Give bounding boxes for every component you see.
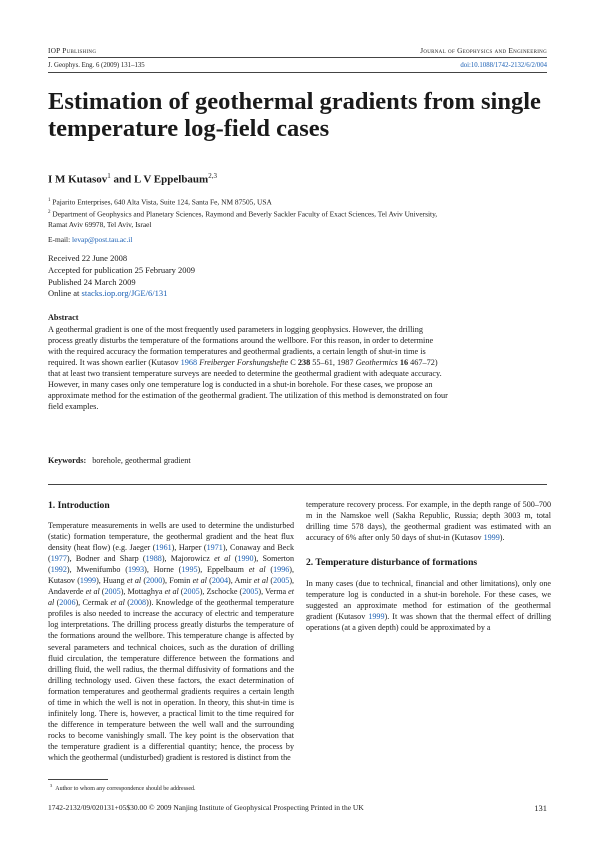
body-text: ), Horne ( — [144, 565, 182, 575]
reference-link[interactable]: 1999 — [368, 612, 385, 622]
affiliation-2 — [48, 208, 448, 231]
reference-link[interactable]: 2005 — [183, 587, 200, 597]
received-date: Received 22 June 2008 — [48, 253, 128, 263]
body-text: ), Mwenifumbo ( — [66, 565, 128, 575]
accepted-date: Accepted for publication 25 February 2009 — [48, 264, 196, 275]
body-text: ), Bodner and Sharp ( — [66, 554, 146, 564]
email-link[interactable]: levap@post.tau.ac.il — [72, 235, 133, 244]
body-text: ( — [230, 554, 238, 564]
body-text: In many cases (due to technical, financial and other limitations), only one temperature log is conducted in a shut-in borehole. For these cases, we suggested an approximate method for estimation of the geothermal gradient (Kutasov — [306, 579, 551, 622]
abstract-volume-1: 238 — [297, 358, 311, 368]
journal-name: Journal of Geophysics and Engineering — [420, 47, 547, 55]
reference-link[interactable]: 1996 — [273, 565, 290, 575]
reference-link[interactable]: 1993 — [127, 565, 145, 575]
author-1: I M Kutasov — [48, 173, 108, 186]
affiliation-1 — [48, 196, 448, 208]
abstract-journal-1: Freiberger Forshungshefte — [199, 358, 289, 368]
body-text: ), Majorowicz — [161, 554, 215, 564]
body-text: )). Knowledge of the geothermal temperature profiles is also needed to increase the accuracy of electric and temperature log interpretations. The drilling process greatly disturbs the temperature of the formations around the wellbore. This temperature change is affected by several parameters and technical choices, such as the duration of drilling fluid circulation, the temperature difference between the formations and drilling fluid, the well radius, the thermal diffusivity of formations and the drilling technology used. Given these factors, the exact determination of formation temperatures and geothermal gradients requires a certain length of time in which the well is not in operation. In theory, this shut-in time is infinitely long. There is, however, a practical limit to the time required for the difference in temperature between the well wall and the surrounding rocks to become vanishingly small. The key point is the observation that the temperature gradient is a differential quantity; hence, the process by which the geothermal (undisturbed) gradient is restored is distinct from the — [48, 598, 295, 762]
author-1-affil: 1 — [107, 172, 111, 180]
keywords — [48, 456, 191, 465]
et-al-text: et al — [126, 576, 142, 586]
section-2-heading: 2. Temperature disturbance of formations — [306, 557, 478, 569]
abstract-text: 55–61, 1987 — [310, 358, 356, 368]
author-2-affil: 2,3 — [208, 172, 217, 180]
affiliations — [48, 196, 448, 231]
history-dates — [48, 253, 195, 300]
footnote-text: Author to whom any correspondence should be addressed. — [55, 786, 196, 792]
doi-link[interactable]: doi:10.1088/1742-2132/6/2/004 — [460, 62, 547, 69]
body-text: ), Conaway and Beck ( — [48, 543, 295, 564]
body-text: ), Amir — [228, 576, 254, 586]
reference-link[interactable]: 2000 — [146, 576, 163, 586]
body-text: ( — [99, 587, 105, 597]
body-text: ( — [141, 576, 147, 586]
reference-link[interactable]: 2005 — [242, 587, 259, 597]
reference-link[interactable]: 1990 — [237, 554, 254, 564]
abstract-text: 467–72) that at least two transient temperature surveys are needed to determine the geothermal gradient with adequate accuracy. However, in many cases only one temperature log is conducted in a shut-in borehole. For these cases, we propose an approximate method for the estimation of the geothermal gradient. The utilization of this method is demonstrated on four field examples. — [48, 358, 448, 412]
body-text: ( — [178, 587, 184, 597]
body-text: ), Harper ( — [171, 543, 207, 553]
footnote-rule — [48, 779, 108, 780]
abstract-text: C — [288, 358, 298, 368]
citation: J. Geophys. Eng. 6 (2009) 131–135 — [48, 62, 145, 69]
body-text: ). It was shown that the thermal effect of drilling operations (at a given depth) could be approximated by a — [306, 612, 551, 633]
page-number: 131 — [534, 803, 547, 813]
email-line — [48, 235, 132, 244]
body-text: ( — [268, 576, 274, 586]
reference-link[interactable]: 2006 — [59, 598, 76, 608]
author-conjunction: and — [113, 173, 132, 186]
footnote-num: 3 — [50, 783, 53, 788]
reference-link[interactable]: 2004 — [211, 576, 229, 586]
keywords-label: Keywords: — [48, 456, 87, 465]
reference-link[interactable]: 1961 — [155, 543, 172, 553]
reference-link[interactable]: 2005 — [104, 587, 121, 597]
journal-publisher: IOP Publishing — [48, 47, 97, 55]
affiliation-1-text: Pajarito Enterprises, 640 Alta Vista, Suite 124, Santa Fe, NM 87505, USA — [52, 197, 272, 207]
column-right — [306, 499, 551, 633]
body-text: ( — [265, 565, 274, 575]
reference-link[interactable]: 2008 — [129, 598, 147, 608]
copyright-line: 1742-2132/09/020131+05$30.00 © 2009 Nanjing Institute of Geophysical Prospecting Printed in the UK — [48, 803, 364, 812]
intro-paragraph-continued — [306, 499, 551, 543]
reference-link[interactable]: 1999 — [483, 533, 500, 543]
et-al-text: et al — [48, 587, 295, 608]
reference-link[interactable]: 1971 — [206, 543, 223, 553]
et-al-text: et al — [253, 576, 269, 586]
et-al-text: et al — [85, 587, 100, 597]
affiliation-1-num: 1 — [48, 198, 51, 203]
reference-link[interactable]: 1977 — [50, 554, 67, 564]
footnote — [50, 783, 196, 792]
affiliation-2-num: 2 — [48, 210, 51, 216]
body-text: ), Somerton ( — [48, 554, 295, 575]
header-rule — [48, 57, 547, 58]
body-text: ), Huang — [96, 576, 127, 586]
online-label: Online at — [48, 288, 80, 299]
published-date: Published 24 March 2009 — [48, 276, 136, 287]
body-text: ( — [54, 598, 60, 608]
reference-link[interactable]: 1995 — [181, 565, 198, 575]
keywords-value: borehole, geothermal gradient — [92, 456, 191, 465]
reference-link[interactable]: 2005 — [273, 576, 290, 586]
body-text: ( — [124, 598, 130, 608]
section-2-paragraph — [306, 578, 551, 633]
abstract-journal-2: Geothermics — [355, 358, 398, 368]
et-al-text: et al — [214, 554, 231, 564]
body-text: ), Zschocke ( — [199, 587, 243, 597]
et-al-text: et al — [192, 576, 207, 586]
et-al-text: et al — [164, 587, 179, 597]
body-text: ). — [499, 533, 505, 543]
reference-link[interactable]: 1988 — [145, 554, 162, 564]
reference-link[interactable]: 1999 — [79, 576, 97, 586]
subheader-rule — [48, 72, 547, 73]
online-line — [48, 288, 195, 300]
body-text: ), Mottaghya — [120, 587, 165, 597]
article-title: Estimation of geothermal gradients from single temperature log-field cases — [48, 88, 541, 142]
body-text: ), Eppelbaum — [197, 565, 249, 575]
et-al-text: et al — [110, 598, 125, 608]
body-text: ), Cermak — [75, 598, 111, 608]
abstract-heading: Abstract — [48, 313, 79, 322]
abstract-rule — [48, 484, 547, 485]
authors — [48, 172, 217, 186]
et-al-text: et al — [248, 565, 266, 575]
body-text: ), Andaverde — [48, 576, 295, 597]
body-text: ), Verma — [258, 587, 289, 597]
body-text: ), Kutasov ( — [48, 565, 294, 586]
online-url-link[interactable]: stacks.iop.org/JGE/6/131 — [81, 288, 168, 299]
body-text: Temperature measurements in wells are used to determine the undisturbed (static) formation temperature, the geothermal gradient and the heat flux density (heat flow) (e.g. Jaeger ( — [48, 521, 294, 553]
intro-paragraph — [48, 520, 294, 763]
abstract-text: A geothermal gradient is one of the most frequently used parameters in logging geophysics. However, the drilling process greatly disturbs the temperature of the formations around the wellbore. For this reason, in order to determine with the required accuracy the formation temperatures and geothermal gradients, a certain length of shut-in time is required. It was shown earlier (Kutasov — [48, 325, 434, 368]
abstract-volume-2: 16 — [399, 358, 409, 368]
intro-column-left — [48, 520, 294, 763]
email-label: E-mail: — [48, 235, 71, 244]
abstract-ref-1968[interactable]: 1968 — [180, 358, 198, 368]
body-text: ( — [206, 576, 212, 586]
author-2: L V Eppelbaum — [134, 173, 209, 186]
body-text: ), Fomin — [162, 576, 193, 586]
abstract-body — [48, 324, 448, 412]
section-1-heading: 1. Introduction — [48, 500, 110, 511]
body-text: temperature recovery process. For example, in the depth range of 500–700 m in the Namskoe well (Sakha Republic, Russia; depth 3003 m, total drilling time 578 days), the geothermal gradient was estimated with an accuracy of 6% after only 50 days of shut-in (Kutasov — [306, 500, 551, 543]
reference-link[interactable]: 1992 — [50, 565, 67, 575]
affiliation-2-text: Department of Geophysics and Planetary Sciences, Raymond and Beverly Sackler Faculty of Exact Sciences, Tel Aviv University, Ramat Aviv 69978, Tel Aviv, Israel — [48, 209, 438, 230]
